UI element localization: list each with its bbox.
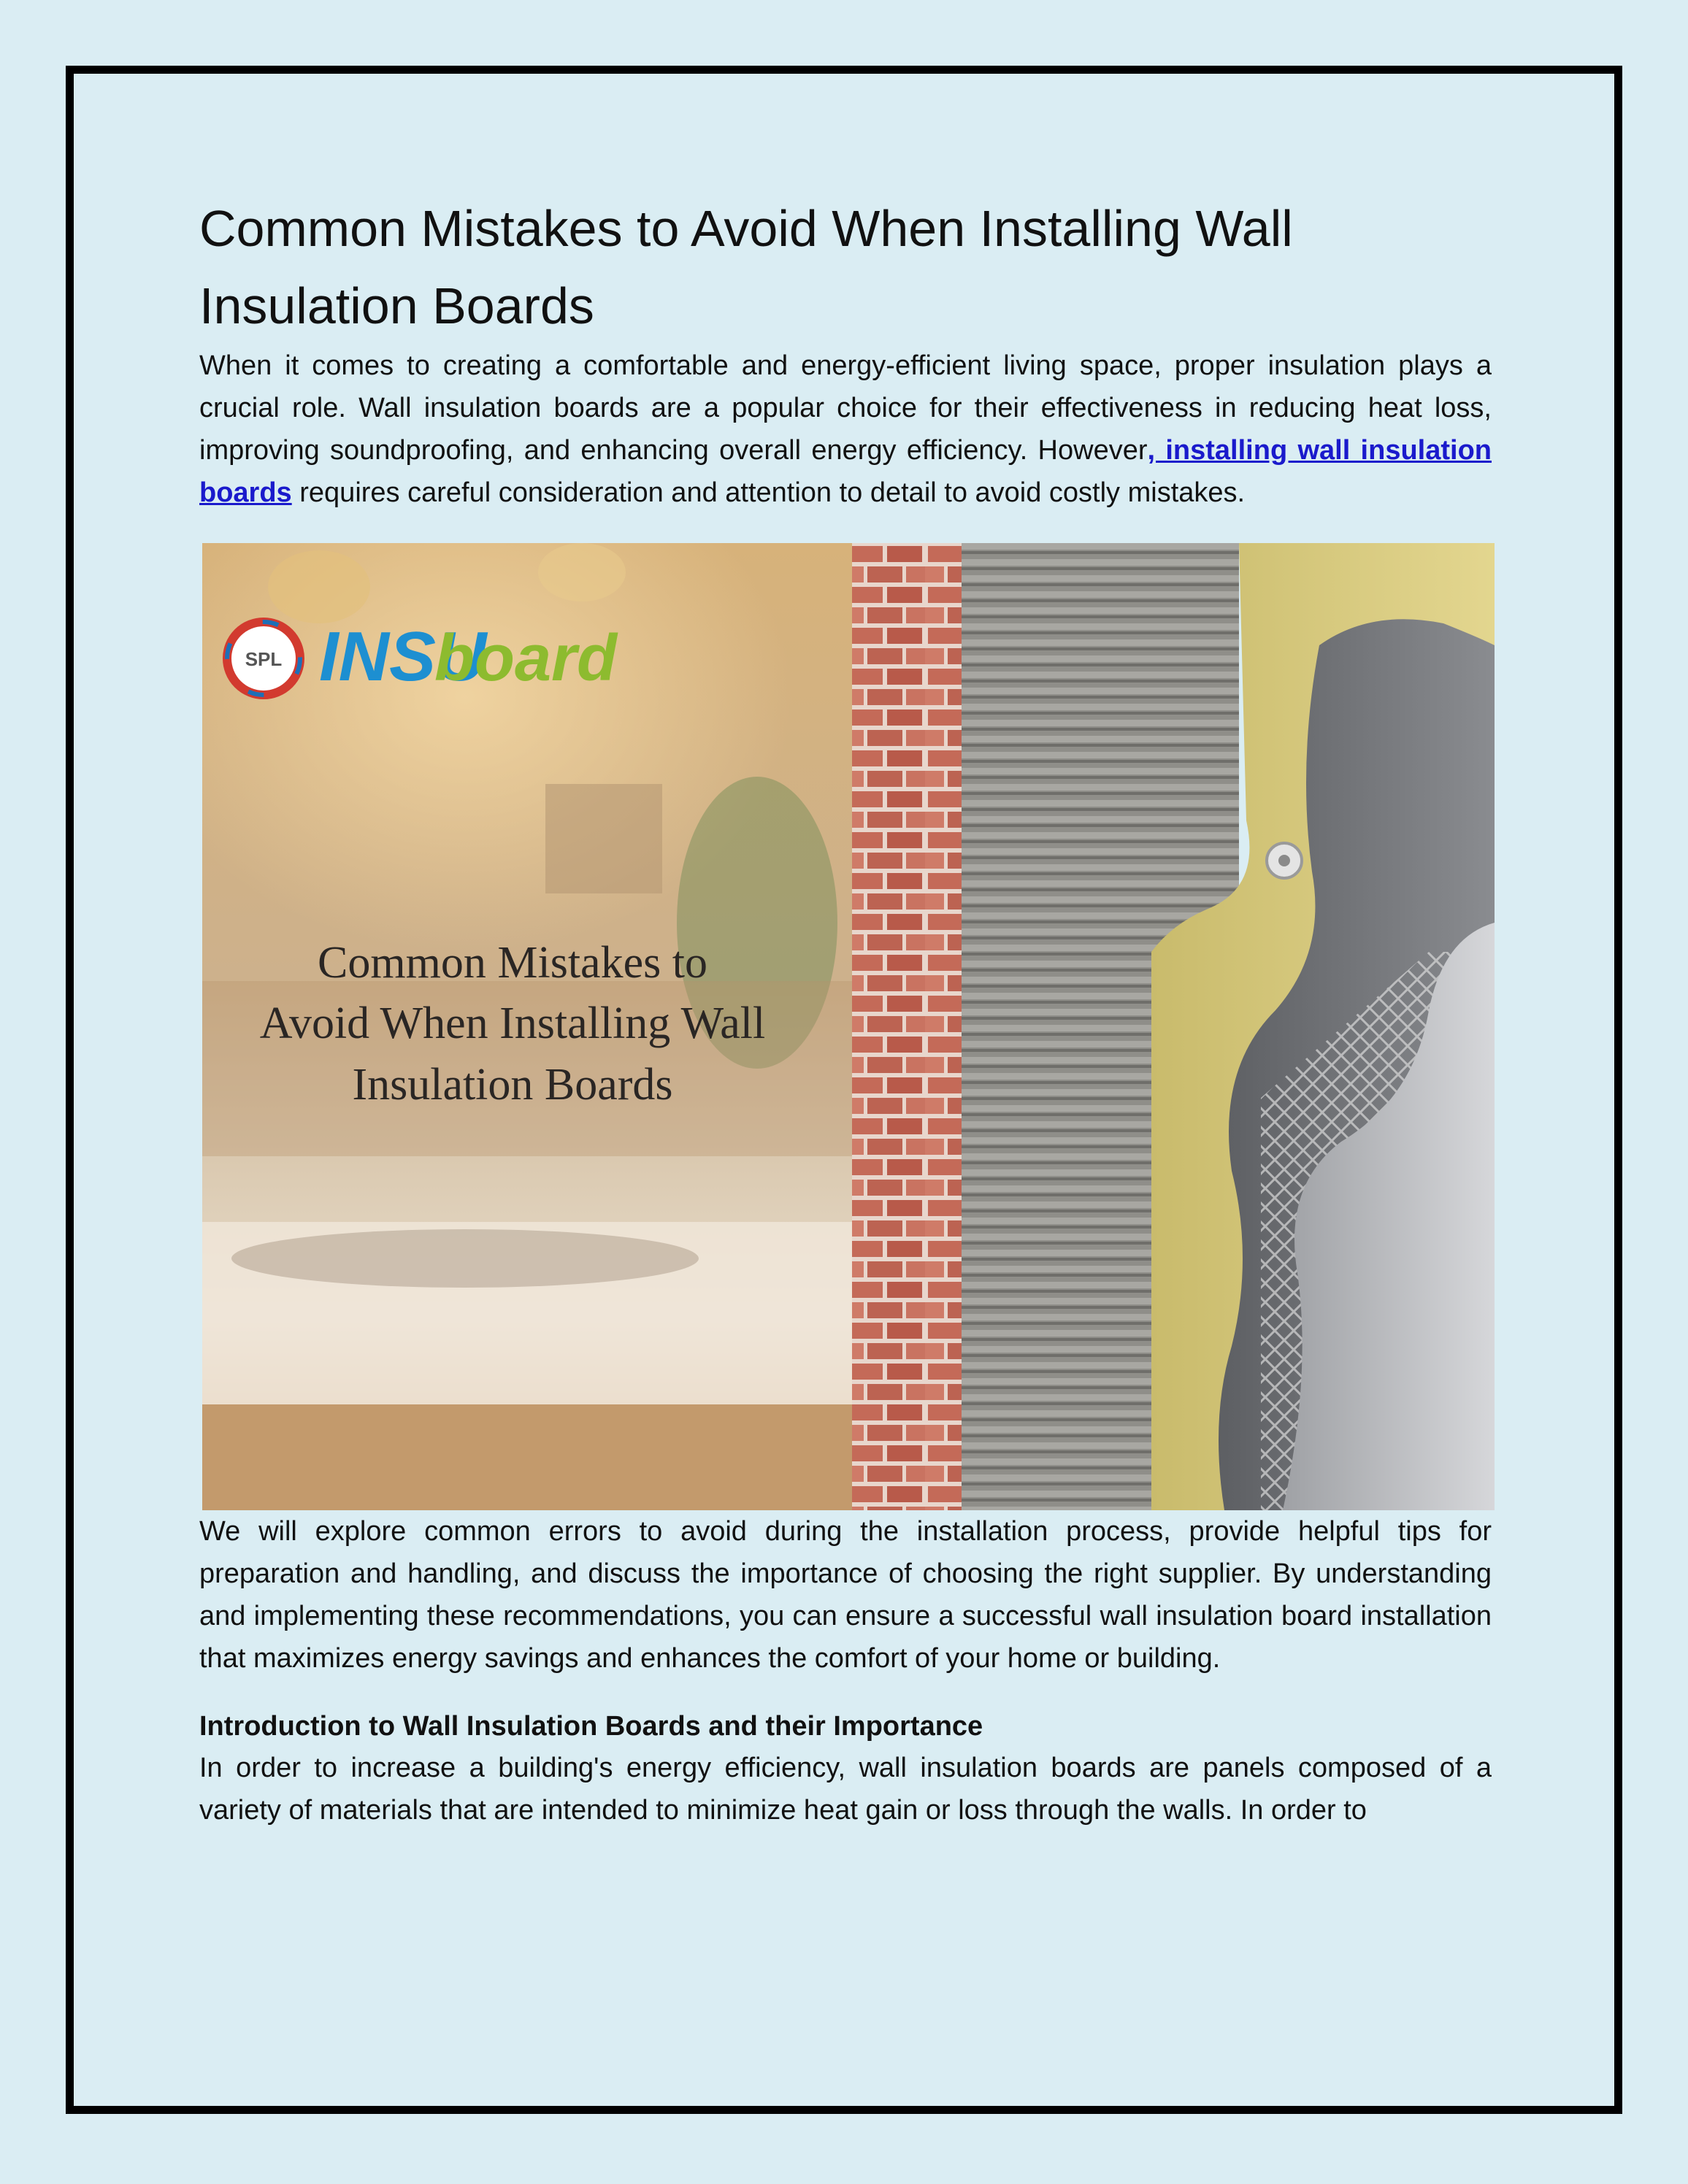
introduction-paragraph: In order to increase a building's energy efficiency, wall insulation boards are panels composed of a variety of materials that are intended to minimize heat gain or loss through the walls. In order to <box>199 1753 1492 1826</box>
caption-line-1: Common Mistakes to <box>318 938 707 988</box>
installing-wall-insulation-boards-link[interactable]: , installing wall insulation boards <box>199 435 1492 508</box>
intro-text: When it comes to creating a comfortable and energy-efficient living space, proper insulation plays a crucial role. Wall insulation boards are a popular choice for their effectiveness in reducing heat loss, improving soundproofing, and enhancing overall energy efficiency. However <box>199 350 1492 466</box>
caption-line-2: Avoid When Installing Wall <box>259 999 766 1048</box>
intro-text-end: requires careful consideration and attention to detail to avoid costly mistakes. <box>291 477 1246 508</box>
article-image <box>202 543 1495 1510</box>
caption-line-3: Insulation Boards <box>352 1060 673 1110</box>
logo-board: board <box>434 622 618 695</box>
logo-badge-text: SPL <box>245 648 283 670</box>
intro-paragraph <box>199 345 1492 514</box>
logo-insu: INSU <box>319 618 487 696</box>
page-title: Common Mistakes to Avoid When Installing Wall Insulation Boards <box>199 200 1293 334</box>
insuboard-logo <box>227 618 618 696</box>
explore-paragraph: We will explore common errors to avoid during the installation process, provide helpful tips for preparation and handling, and discuss the importance of choosing the right supplier. By understanding and implementing these recommendations, you can ensure a successful wall insulation board installation that maximizes energy savings and enhances the comfort of your home or building. <box>199 1516 1492 1674</box>
section-heading: Introduction to Wall Insulation Boards and their Importance <box>199 1711 983 1742</box>
document-content <box>199 190 1492 1831</box>
brick-wall <box>852 543 969 1510</box>
